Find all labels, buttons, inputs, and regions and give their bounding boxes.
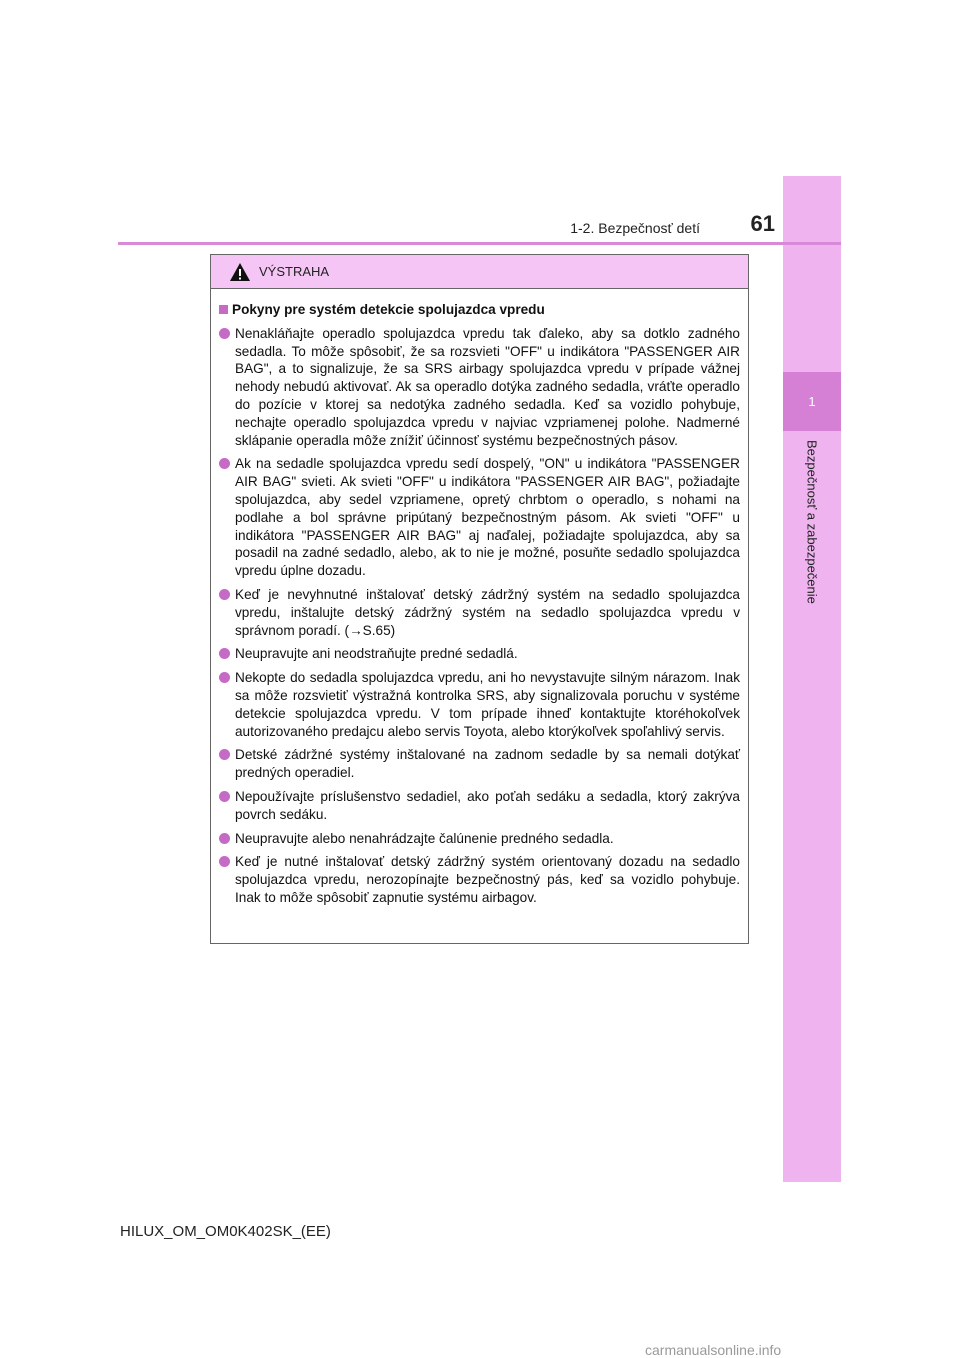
bullet-icon — [219, 672, 230, 683]
bullet-icon — [219, 749, 230, 760]
bullet-icon — [219, 328, 230, 339]
chapter-label: Bezpečnosť a zabezpečenie — [804, 440, 820, 604]
list-item — [219, 830, 740, 848]
square-bullet-icon — [219, 305, 228, 314]
list-item-text: Keď je nevyhnutné inštalovať detský zádržný systém na sedadlo spolujazdca vpredu, inštalujte detský zádržný systém na sedadlo spolujazdca vpredu v správnom poradí. (→S.65) — [235, 586, 740, 638]
list-item-text: Neupravujte ani neodstraňujte predné sedadlá. — [235, 646, 518, 662]
list-item — [219, 455, 740, 580]
warning-box — [210, 254, 749, 944]
bullet-icon — [219, 458, 230, 469]
chapter-side-tab — [783, 176, 841, 1182]
list-item — [219, 746, 740, 782]
bullet-icon — [219, 856, 230, 867]
list-item — [219, 586, 740, 639]
list-item-text: Nenakláňajte operadlo spolujazdca vpredu tak ďaleko, aby sa dotklo zadného sedadla. To môže spôsobiť, že sa rozsvieti "OFF" u indikátora "PASSENGER AIR BAG", a to signalizuje, že sa SRS airbagy spolujazdca vpredu v prípade vážnej nehody nebudú aktivovať. Ak sa operadlo dotýka zadného sedadla, vráťte operadlo do pozície v ktorej sa nedotýka zadného sedadla. Keď sa vozidlo pohybuje, nechajte operadlo spolujazdca vpredu v najviac vzpriamenej polohe. Nadmerné sklápanie operadla môže znížiť účinnosť systému bezpečnostných pásov. — [235, 325, 740, 448]
warning-header — [211, 255, 748, 289]
list-item — [219, 788, 740, 824]
page-number: 61 — [750, 211, 775, 236]
list-item-text: Detské zádržné systémy inštalované na zadnom sedadle by sa nemali dotýkať predných operadiel. — [235, 747, 740, 781]
list-item-text: Nekopte do sedadla spolujazdca vpredu, ani ho nevystavujte silným nárazom. Inak sa môže rozsvietiť výstražná kontrolka SRS, aby signalizovala poruchu v systéme detekcie spolujazdca vpredu. V tom prípade ihneď kontaktujte ktoréhokoľvek autorizovaného predajcu alebo servis Toyota, alebo ktorýkoľvek spoľahlivý servis. — [235, 670, 740, 739]
bullet-icon — [219, 589, 230, 600]
list-item — [219, 645, 740, 663]
bullet-icon — [219, 648, 230, 659]
document-code: HILUX_OM_OM0K402SK_(EE) — [120, 1223, 331, 1240]
list-item-text: Neupravujte alebo nenahrádzajte čalúnenie predného sedadla. — [235, 830, 614, 846]
running-head: 1-2. Bezpečnosť detí — [570, 220, 700, 236]
warning-body — [211, 289, 748, 907]
section-title: Pokyny pre systém detekcie spolujazdca vpredu — [232, 302, 545, 317]
warning-title: VÝSTRAHA — [259, 264, 330, 279]
bullet-icon — [219, 833, 230, 844]
watermark: carmanualsonline.info — [645, 1342, 782, 1358]
header-divider — [118, 242, 841, 245]
section-heading — [219, 301, 740, 319]
list-item — [219, 669, 740, 740]
list-item-text: Nepoužívajte príslušenstvo sedadiel, ako poťah sedáku a sedadla, ktorý zakrýva povrch sedáku. — [235, 788, 740, 822]
list-item-text: Ak na sedadle spolujazdca vpredu sedí dospelý, "ON" u indikátora "PASSENGER AIR BAG" svieti. Ak svieti "OFF" u indikátora "PASSENGER AIR BAG", požiadajte spolujazdca, aby sedel vzpriamene, opretý chrbtom o operadlo, s nohami na podlahe a bol správne pripútaný bezpečnostným pásom. Ak svieti "OFF" u indikátora "PASSENGER AIR BAG" aj naďalej, požiadajte spolujazdca, aby sa posadil na zadné sedadlo, alebo, ak to nie je možné, posuňte sedadlo spolujazdca vpredu úplne dozadu. — [235, 456, 740, 579]
warning-triangle-icon — [229, 262, 251, 282]
list-item — [219, 853, 740, 906]
list-item — [219, 325, 740, 450]
chapter-number: 1 — [783, 372, 841, 431]
list-item-text: Keď je nutné inštalovať detský zádržný systém orientovaný dozadu na sedadlo spolujazdca vpredu, nerozopínajte bezpečnostný pás, keď sa vozidlo pohybuje. Inak to môže spôsobiť zapnutie systému airbagov. — [235, 854, 740, 905]
bullet-icon — [219, 791, 230, 802]
